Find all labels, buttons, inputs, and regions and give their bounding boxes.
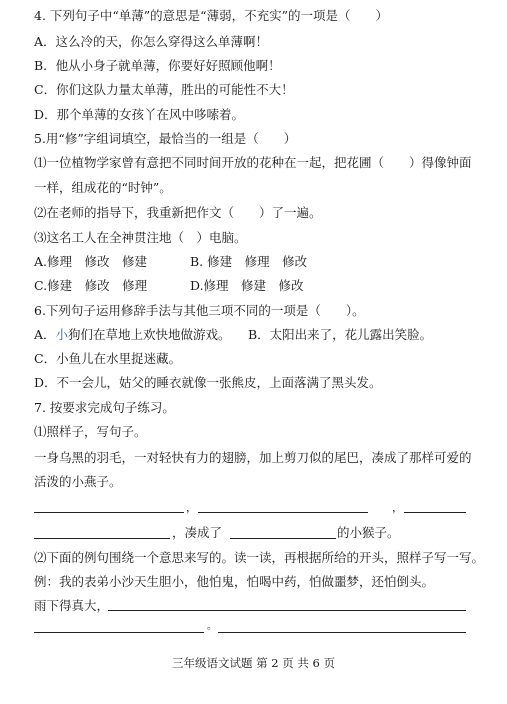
q4-option-c: C．你们这队力量太单薄，胜出的可能性不大！: [34, 82, 294, 97]
q5-option-c: C.修建 修改 修理: [34, 278, 148, 293]
q7-part-2-start: 雨下得真大，: [34, 598, 110, 613]
q5-stem: 5.用“修”字组词填空，最恰当的一组是（ ）: [34, 131, 297, 146]
q5-sentence-3: ⑶这名工人在全神贯注地（ ）电脑。: [34, 230, 247, 245]
q5-sentence-1-line-1: ⑴一位植物学家曾有意把不同时间开放的花种在一起，把花圃（ ）得像钟面: [34, 155, 472, 170]
q5-sentence-1-line-2: 一样，组成花的“时钟”。: [34, 180, 172, 195]
q6-option-a-highlight: 小: [55, 327, 69, 342]
q6-option-d: D．不一会儿，姑父的睡衣就像一张熊皮，上面落满了黑头发。: [34, 375, 382, 390]
answer-period: 。: [207, 621, 217, 632]
answer-blank-6[interactable]: [108, 610, 466, 611]
q7-part-1-example-line-2: 活泼的小燕子。: [34, 474, 122, 489]
q4-stem: 4. 下列句子中“单薄”的意思是“薄弱，不充实”的一项是（ ）: [34, 8, 388, 23]
q5-option-b: B. 修建 修理 修改: [190, 254, 308, 269]
q6-options-row-1: [34, 327, 432, 343]
answer-connector: ，凑成了: [172, 525, 223, 540]
answer-blank-1[interactable]: [34, 512, 184, 513]
answer-blank-8[interactable]: [218, 632, 466, 633]
q7-part-1-example-line-1: 一身乌黑的羽毛，一对轻快有力的翅膀，加上剪刀似的尾巴，凑成了那样可爱的: [34, 450, 472, 465]
answer-blank-3[interactable]: [404, 512, 466, 513]
q7-stem: 7. 按要求完成句子练习。: [34, 400, 175, 415]
q6-option-a: [34, 327, 248, 343]
answer-comma-2: ，: [392, 501, 403, 514]
q5-options-row-1: [34, 254, 307, 270]
q6-option-a-prefix: A．: [34, 327, 56, 342]
answer-comma-1: ，: [186, 501, 197, 514]
q6-option-b: B．太阳出来了，花儿露出笑脸。: [248, 327, 433, 342]
q5-option-a: A.修理 修改 修建: [34, 254, 148, 269]
answer-blank-7[interactable]: [34, 632, 204, 633]
answer-blank-5[interactable]: [230, 538, 336, 539]
page-footer: 三年级语文试题 第 2 页 共 6 页: [171, 656, 336, 670]
q5-options-row-2: [34, 278, 304, 294]
q4-option-b: B．他从小身子就单薄，你要好好照顾他啊！: [34, 58, 281, 73]
q7-part-1-title: ⑴照样子，写句子。: [34, 424, 147, 439]
q6-option-a-text: 狗们在草地上欢快地做游戏。: [68, 327, 231, 342]
q5-option-d: D.修理 修建 修改: [190, 278, 304, 293]
q4-option-d: D．那个单薄的女孩丫在风中哆嗦着。: [34, 107, 245, 122]
q7-part-2-title: ⑵下面的例句围绕一个意思来写的。读一读，再根据所给的开头，照样子写一写。: [34, 550, 485, 565]
q4-option-a: A．这么冷的天，你怎么穿得这么单薄啊！: [34, 34, 269, 49]
q7-part-2-example: 例：我的表弟小沙天生胆小，他怕鬼，怕喝中药，怕做噩梦，还怕倒头。: [34, 574, 435, 589]
q5-sentence-2: ⑵在老师的指导下，我重新把作文（ ）了一遍。: [34, 205, 322, 220]
q6-option-c: C．小鱼儿在水里捉迷藏。: [34, 351, 182, 366]
answer-blank-2[interactable]: [198, 512, 368, 513]
q6-stem: 6.下列句子运用修辞手法与其他三项不同的一项是（ ）。: [34, 303, 365, 318]
answer-ending: 的小猴子。: [337, 525, 400, 540]
answer-blank-4[interactable]: [34, 538, 170, 539]
